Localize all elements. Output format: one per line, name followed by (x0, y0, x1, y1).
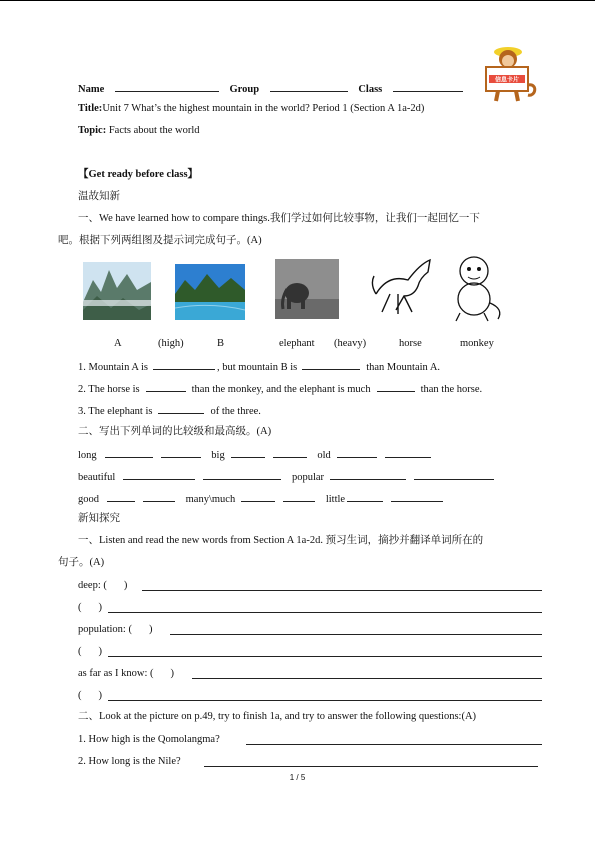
title-row (78, 102, 424, 116)
vocab-population-translation-line[interactable] (108, 656, 542, 657)
group-label: Group (229, 84, 260, 95)
elephant-image (275, 259, 339, 319)
picture-label-heavy: (heavy) (334, 338, 367, 349)
vocab-as-far-as: as far as I know: ( ) (78, 668, 175, 679)
mountain-a-image (83, 262, 151, 320)
class-field[interactable] (393, 81, 463, 92)
blank-popular-2[interactable] (414, 469, 494, 480)
listen-task-line1: 一、Listen and read the new words from Section A 1a-2d. 预习生词，摘抄并翻译单词所在的 (78, 535, 484, 546)
blank-2a[interactable] (146, 381, 186, 392)
blank-little-1[interactable] (347, 491, 383, 502)
answer-1-line[interactable] (246, 744, 542, 745)
blank-good-2[interactable] (143, 491, 175, 502)
picture-labels (78, 337, 544, 351)
blank-old-1[interactable] (337, 447, 377, 458)
picture-task-instruction: 二、Look at the picture on p.49, try to finish 1a, and try to answer the following questions:(A) (78, 711, 477, 722)
top-rule (0, 0, 595, 1)
blank-many-2[interactable] (283, 491, 315, 502)
horse-drawing (368, 254, 440, 320)
blank-beautiful-2[interactable] (203, 469, 281, 480)
name-field[interactable] (115, 81, 219, 92)
class-label: Class (358, 84, 383, 95)
title-label: Title: (78, 103, 103, 114)
topic-label: Topic: (78, 125, 107, 136)
vocab-as-far-as-line[interactable] (192, 678, 542, 679)
section-heading-get-ready: 【Get ready before class】 (78, 169, 199, 180)
vocab-deep-line[interactable] (142, 590, 542, 591)
sentence-1: 1. Mountain A is , but mountain B is than Mountain A. (78, 359, 440, 375)
name-label: Name (78, 84, 105, 95)
picture-label-monkey: monkey (460, 338, 494, 349)
new-knowledge-subheading: 新知探究 (78, 513, 120, 524)
review-subheading: 温故知新 (78, 191, 120, 202)
blank-old-2[interactable] (385, 447, 431, 458)
picture-label-a: A (114, 338, 122, 349)
page-number: 1 / 5 (289, 773, 306, 782)
picture-label-horse: horse (399, 338, 422, 349)
task2-instruction: 二、写出下列单词的比较级和最高级。(A) (78, 426, 272, 437)
vocab-as-far-as-translation: ( ) (78, 690, 102, 701)
blank-popular-1[interactable] (330, 469, 406, 480)
picture-label-b: B (217, 338, 225, 349)
task1-line1: 一、We have learned how to compare things.我们学过如何比较事物，让我们一起回忆一下 (78, 213, 480, 224)
group-field[interactable] (270, 81, 348, 92)
word-row-2: beautiful popular (78, 469, 496, 485)
vocab-deep-translation-line[interactable] (108, 612, 542, 613)
blank-2b[interactable] (377, 381, 415, 392)
vocab-population-line[interactable] (170, 634, 542, 635)
vocab-as-far-as-translation-line[interactable] (108, 700, 542, 701)
blank-beautiful-1[interactable] (123, 469, 195, 480)
blank-1a[interactable] (153, 359, 215, 370)
topic-text: Facts about the world (108, 125, 200, 136)
blank-1b[interactable] (302, 359, 360, 370)
listen-task-line2: 句子。(A) (58, 557, 105, 568)
vocab-deep-translation: ( ) (78, 602, 102, 613)
vocab-population: population: ( ) (78, 624, 153, 635)
svg-text:信息卡片: 信息卡片 (494, 76, 520, 84)
question-1: 1. How high is the Qomolangma? (78, 734, 220, 745)
blank-big-2[interactable] (273, 447, 307, 458)
picture-label-elephant: elephant (279, 338, 315, 349)
sentence-3: 3. The elephant is of the three. (78, 403, 261, 419)
answer-2-line[interactable] (204, 766, 538, 767)
blank-big-1[interactable] (231, 447, 265, 458)
vocab-deep: deep: ( ) (78, 580, 128, 591)
vocab-population-translation: ( ) (78, 646, 102, 657)
student-info-row (78, 81, 465, 97)
task1-line2: 吧。根据下列两组图及提示词完成句子。(A) (58, 235, 262, 246)
topic-row (78, 124, 200, 138)
monkey-sign-logo (480, 45, 538, 105)
blank-many-1[interactable] (241, 491, 275, 502)
blank-3a[interactable] (158, 403, 204, 414)
picture-label-high: (high) (158, 338, 184, 349)
word-row-3: good many\much little (78, 491, 445, 507)
title-text: Unit 7 What’s the highest mountain in the world? Period 1 (Section A 1a-2d) (102, 103, 425, 114)
blank-long-1[interactable] (105, 447, 153, 458)
blank-long-2[interactable] (161, 447, 201, 458)
blank-little-2[interactable] (391, 491, 443, 502)
blank-good-1[interactable] (107, 491, 135, 502)
sentence-2: 2. The horse is than the monkey, and the elephant is much than the horse. (78, 381, 482, 397)
mountain-b-image (175, 264, 245, 320)
monkey-drawing (444, 253, 506, 323)
question-2: 2. How long is the Nile? (78, 756, 181, 767)
word-row-1: long big old (78, 447, 433, 463)
